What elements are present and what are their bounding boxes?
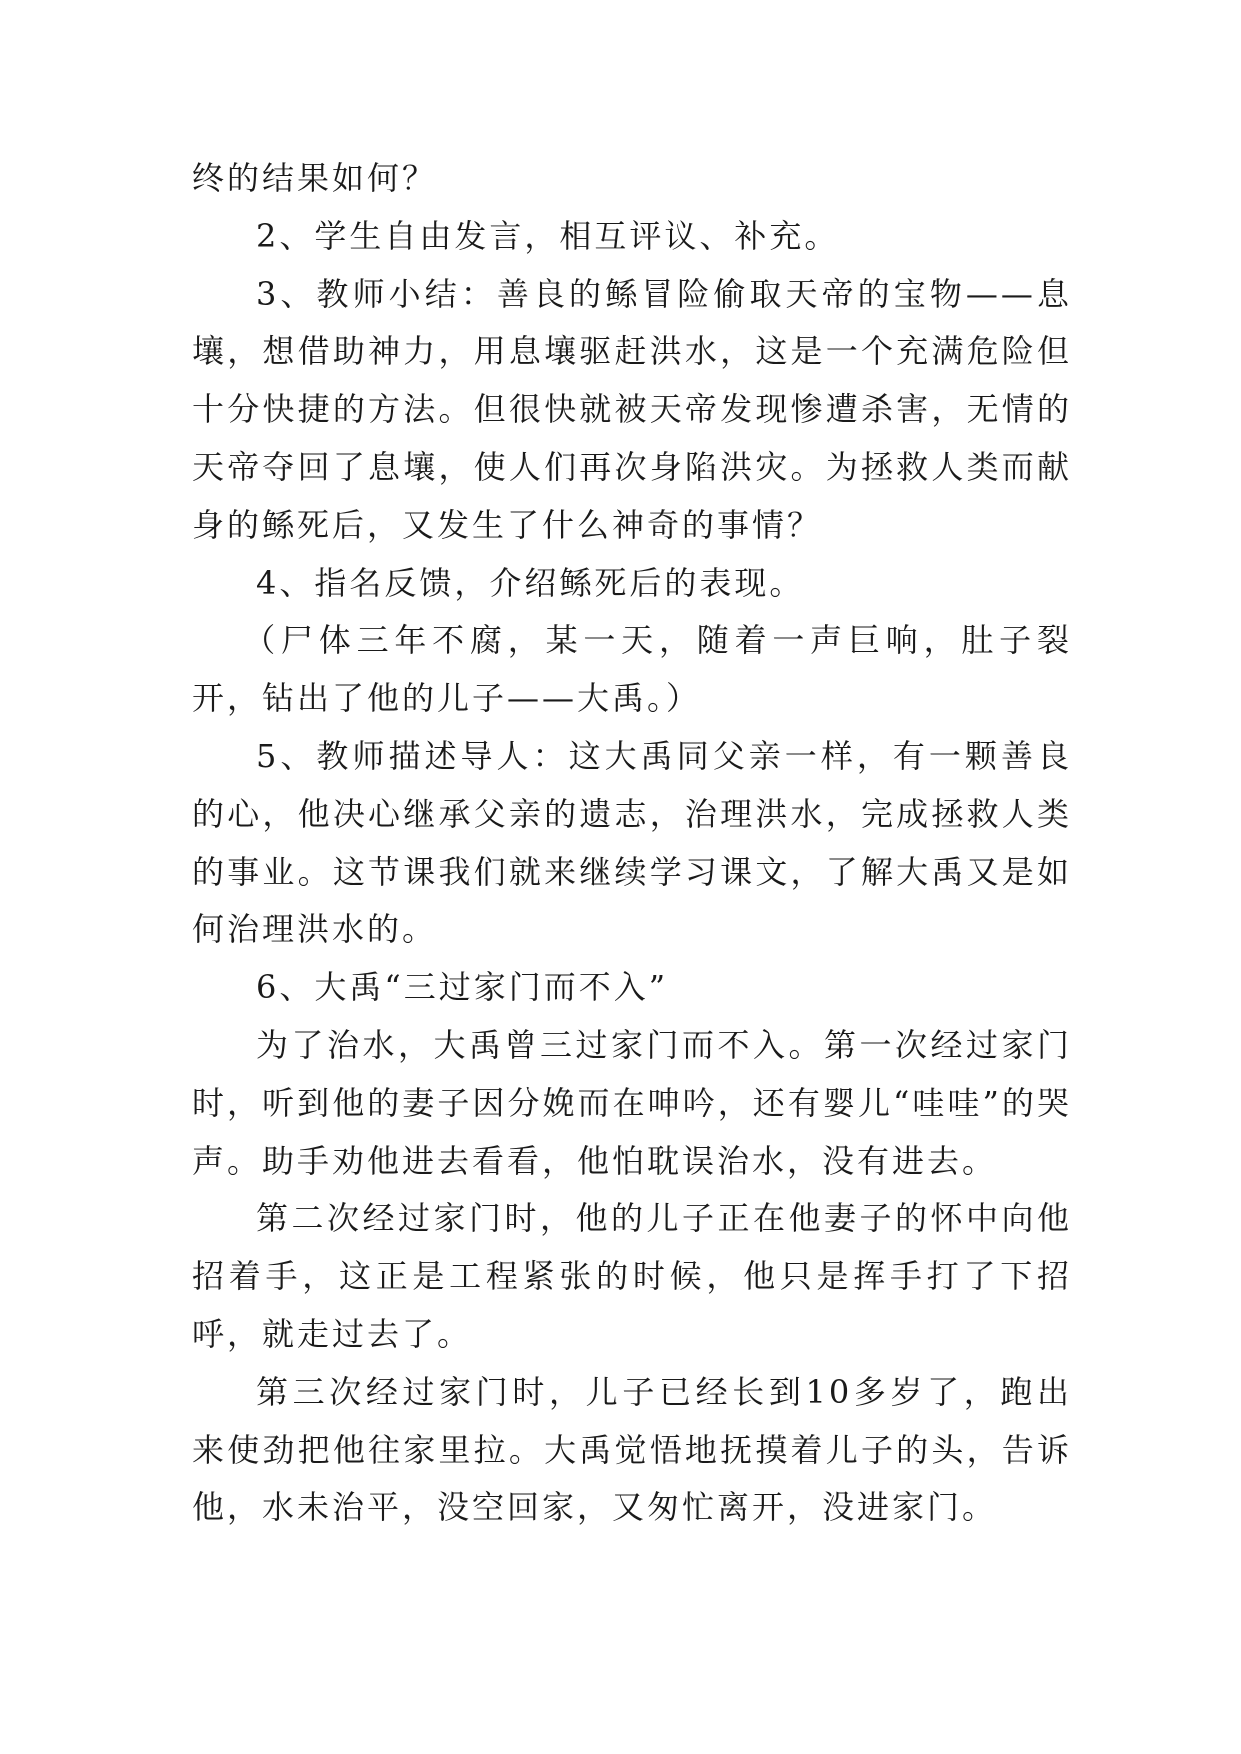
- paragraph-step-5: 5、教师描述导人：这大禹同父亲一样，有一颗善良的心，他决心继承父亲的遗志，治理洪水，完成拯救人类的事业。这节课我们就来继续学习课文，了解大禹又是如何治理洪水的。: [192, 736, 1072, 949]
- paragraph-continuation: 终的结果如何？: [192, 159, 438, 197]
- paragraph-step-3: 3、教师小结：善良的鲧冒险偷取天帝的宝物——息壤，想借助神力，用息壤驱赶洪水，这是一个充满危险但十分快捷的方法。但很快就被天帝发现惨遭杀害，无情的天帝夺回了息壤，使人们再次身陷洪灾。为拯救人类而献身的鲧死后，又发生了什么神奇的事情？: [192, 274, 1072, 544]
- paragraph-second-pass: 第二次经过家门时，他的儿子正在他妻子的怀中向他招着手，这正是工程紧张的时候，他只是挥手打了下招呼，就走过去了。: [192, 1199, 1072, 1353]
- paragraph-step-2: 2、学生自由发言，相互评议、补充。: [256, 216, 840, 255]
- paragraph-step-6-heading: 6、大禹“三过家门而不入”: [256, 968, 669, 1007]
- document-body: [192, 150, 1072, 1537]
- paragraph-first-pass: 为了治水，大禹曾三过家门而不入。第一次经过家门时，听到他的妻子因分娩而在呻吟，还有婴儿“哇哇”的哭声。助手劝他进去看看，他怕耽误治水，没有进去。: [192, 1025, 1072, 1180]
- paragraph-third-pass: 第三次经过家门时，儿子已经长到10多岁了，跑出来使劲把他往家里拉。大禹觉悟地抚摸着儿子的头，告诉他，水未治平，没空回家，又匆忙离开，没进家门。: [192, 1372, 1072, 1527]
- paragraph-step-4: 4、指名反馈，介绍鲧死后的表现。: [256, 563, 805, 602]
- paragraph-parenthetical: （尸体三年不腐，某一天，随着一声巨响，肚子裂开，钻出了他的儿子——大禹。）: [192, 621, 1072, 718]
